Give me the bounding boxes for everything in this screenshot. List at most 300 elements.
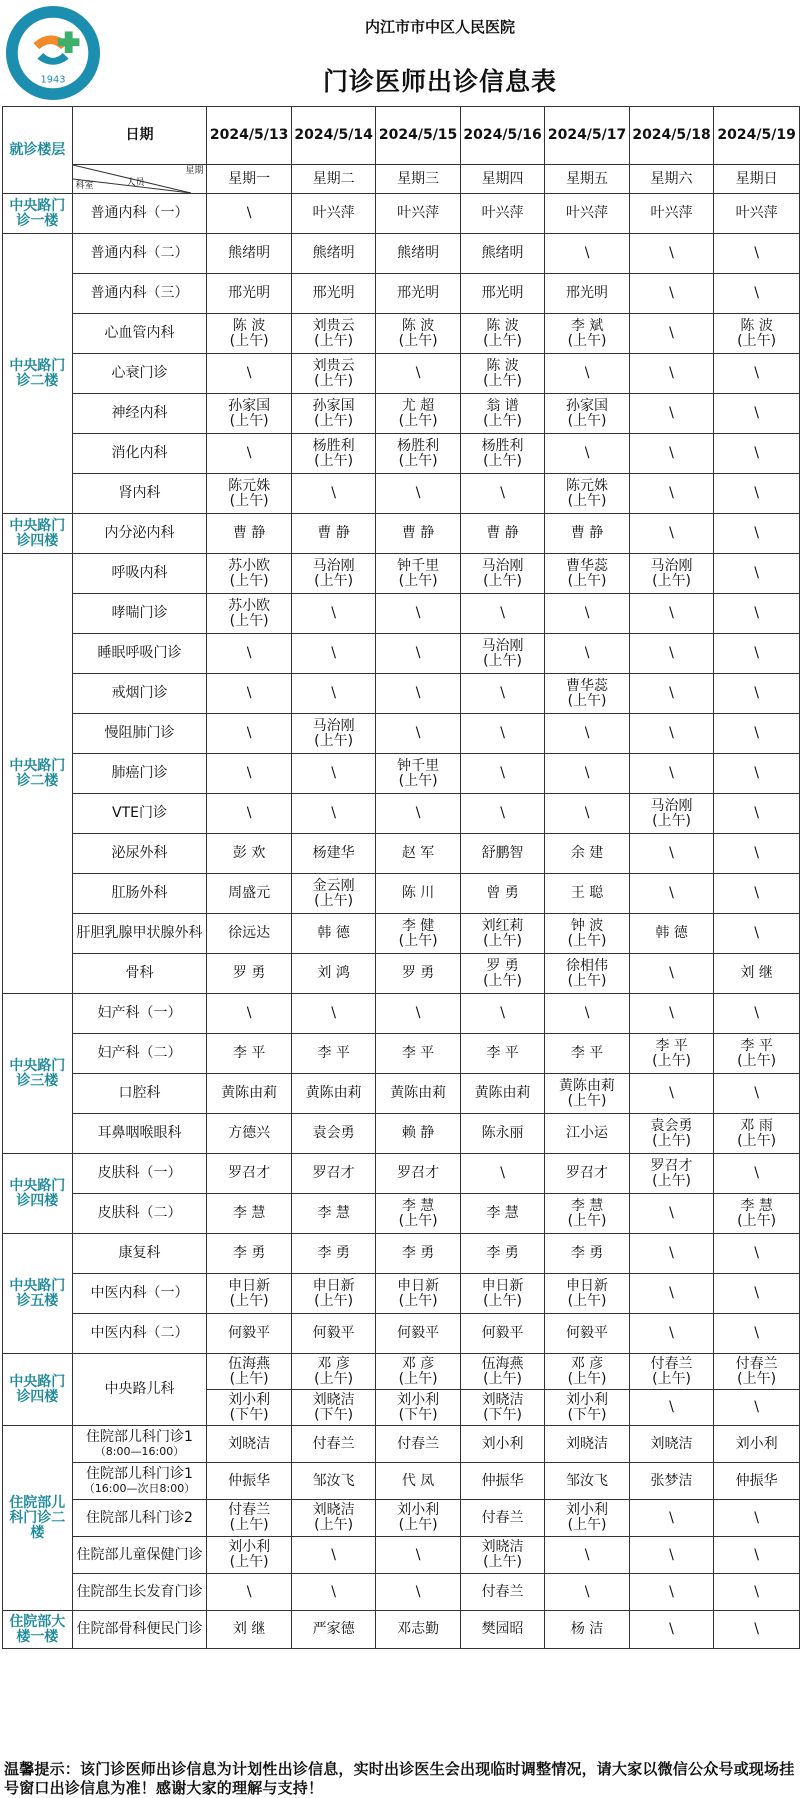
schedule-cell: 黄陈由莉 — [376, 1074, 460, 1114]
schedule-cell: \ — [629, 354, 713, 394]
schedule-cell: 刘小利 (上午) — [376, 1500, 460, 1537]
schedule-cell: \ — [629, 1611, 713, 1649]
table-row — [3, 234, 800, 274]
schedule-cell: \ — [545, 234, 629, 274]
diag-weekday-label: 星期 — [185, 166, 204, 176]
schedule-cell: 刘晓洁 — [629, 1426, 713, 1463]
department-name: 肺癌门诊 — [72, 754, 207, 794]
schedule-cell: 刘小利 (下午) — [207, 1390, 291, 1426]
department-name: 妇产科（二） — [72, 1034, 207, 1074]
table-row — [3, 1500, 800, 1537]
schedule-cell: 刘晓洁 (下午) — [291, 1390, 375, 1426]
schedule-cell: 罗召才 — [291, 1154, 375, 1194]
diag-dept-label: 科室 — [75, 181, 94, 191]
schedule-cell: \ — [629, 674, 713, 714]
header-date-label: 日期 — [72, 107, 207, 165]
floor-label: 中央路门诊二楼 — [3, 234, 73, 514]
schedule-cell: 申日新 (上午) — [207, 1274, 291, 1314]
schedule-cell: \ — [545, 634, 629, 674]
department-name — [72, 1463, 207, 1500]
schedule-cell: 刘小利 (下午) — [376, 1390, 460, 1426]
schedule-cell: 邓 彦 (上午) — [291, 1354, 375, 1390]
schedule-cell: 何毅平 — [291, 1314, 375, 1354]
weekday-cell: 星期三 — [376, 165, 460, 194]
schedule-cell: \ — [714, 1537, 800, 1574]
schedule-cell: 陈 川 — [376, 874, 460, 914]
schedule-cell: \ — [629, 1234, 713, 1274]
schedule-cell: \ — [714, 874, 800, 914]
department-name — [72, 1537, 207, 1574]
schedule-cell: 彭 欢 — [207, 834, 291, 874]
floor-label: 中央路门诊一楼 — [3, 194, 73, 234]
schedule-cell: 孙家国 (上午) — [207, 394, 291, 434]
schedule-cell: \ — [460, 1154, 544, 1194]
schedule-cell: 仲振华 — [460, 1463, 544, 1500]
table-row — [3, 1194, 800, 1234]
schedule-cell: \ — [460, 474, 544, 514]
schedule-cell: 钟千里 (上午) — [376, 754, 460, 794]
schedule-cell: \ — [629, 594, 713, 634]
table-row — [3, 594, 800, 634]
schedule-cell: 邓志勤 — [376, 1611, 460, 1649]
schedule-cell: \ — [714, 474, 800, 514]
schedule-cell: 曹华蕊 (上午) — [545, 674, 629, 714]
floor-label: 中央路门诊四楼 — [3, 514, 73, 554]
department-name: 普通内科（二） — [72, 234, 207, 274]
schedule-cell: 李 平 — [207, 1034, 291, 1074]
schedule-cell: \ — [629, 1537, 713, 1574]
date-cell: 2024/5/18 — [629, 107, 713, 165]
schedule-cell: \ — [714, 634, 800, 674]
schedule-cell: 袁会勇 (上午) — [629, 1114, 713, 1154]
schedule-cell: 刘贵云 (上午) — [291, 354, 375, 394]
schedule-cell: 付春兰 (上午) — [629, 1354, 713, 1390]
schedule-cell: 苏小欧 (上午) — [207, 554, 291, 594]
schedule-cell: \ — [460, 674, 544, 714]
schedule-cell: 韩 德 — [291, 914, 375, 954]
table-row — [3, 1574, 800, 1611]
schedule-cell: 杨建华 — [291, 834, 375, 874]
schedule-cell: \ — [714, 554, 800, 594]
schedule-cell: \ — [714, 434, 800, 474]
table-row — [3, 434, 800, 474]
department-name: 妇产科（一） — [72, 994, 207, 1034]
schedule-cell: 叶兴萍 — [545, 194, 629, 234]
schedule-cell: 李 勇 — [207, 1234, 291, 1274]
schedule-cell: 金云刚 (上午) — [291, 874, 375, 914]
schedule-cell: 邢光明 — [291, 274, 375, 314]
schedule-cell: \ — [207, 634, 291, 674]
schedule-cell: \ — [714, 1154, 800, 1194]
schedule-cell: 刘红莉 (上午) — [460, 914, 544, 954]
schedule-cell: \ — [629, 394, 713, 434]
schedule-cell: \ — [714, 754, 800, 794]
weekday-cell: 星期四 — [460, 165, 544, 194]
date-cell: 2024/5/16 — [460, 107, 544, 165]
table-row — [3, 1034, 800, 1074]
schedule-cell: 陈 波 (上午) — [460, 314, 544, 354]
schedule-cell: \ — [714, 674, 800, 714]
schedule-cell: \ — [629, 514, 713, 554]
department-name: 睡眠呼吸门诊 — [72, 634, 207, 674]
department-name: 中央路儿科 — [72, 1354, 207, 1426]
schedule-cell: \ — [291, 1537, 375, 1574]
schedule-cell: \ — [207, 194, 291, 234]
svg-text:1943: 1943 — [40, 74, 66, 86]
schedule-cell: \ — [714, 1574, 800, 1611]
schedule-cell: 叶兴萍 — [376, 194, 460, 234]
table-row — [3, 394, 800, 434]
schedule-cell: \ — [291, 1574, 375, 1611]
schedule-cell: \ — [714, 394, 800, 434]
schedule-cell: 樊园昭 — [460, 1611, 544, 1649]
schedule-cell: 伍海燕 (上午) — [207, 1354, 291, 1390]
schedule-cell: 李 斌 (上午) — [545, 314, 629, 354]
department-name: 康复科 — [72, 1234, 207, 1274]
schedule-cell: 方德兴 — [207, 1114, 291, 1154]
schedule-cell: \ — [207, 674, 291, 714]
schedule-cell: 何毅平 — [207, 1314, 291, 1354]
schedule-cell: 杨胜利 (上午) — [460, 434, 544, 474]
hospital-logo-icon — [4, 4, 102, 102]
schedule-cell: 杨 洁 — [545, 1611, 629, 1649]
schedule-cell: \ — [545, 1537, 629, 1574]
table-row — [3, 1354, 800, 1390]
schedule-cell: \ — [714, 1234, 800, 1274]
hospital-name: 内江市市中区人民医院 — [364, 18, 515, 36]
department-name: 骨科 — [72, 954, 207, 994]
department-name: 肾内科 — [72, 474, 207, 514]
schedule-cell: 黄陈由莉 — [207, 1074, 291, 1114]
schedule-cell: \ — [545, 434, 629, 474]
schedule-cell: 熊绪明 — [207, 234, 291, 274]
table-row — [3, 1274, 800, 1314]
table-row — [3, 994, 800, 1034]
schedule-cell: 叶兴萍 — [629, 194, 713, 234]
schedule-cell: \ — [629, 994, 713, 1034]
department-name: 普通内科（三） — [72, 274, 207, 314]
schedule-cell: 伍海燕 (上午) — [460, 1354, 544, 1390]
weekday-cell: 星期五 — [545, 165, 629, 194]
department-name: 心血管内科 — [72, 314, 207, 354]
department-name: 中医内科（二） — [72, 1314, 207, 1354]
schedule-cell: \ — [545, 714, 629, 754]
floor-label: 住院部儿科门诊二楼 — [3, 1426, 73, 1611]
table-row — [3, 1463, 800, 1500]
schedule-cell: 刘晓洁 (上午) — [291, 1500, 375, 1537]
schedule-cell: 李 勇 — [545, 1234, 629, 1274]
schedule-cell: \ — [629, 834, 713, 874]
schedule-cell: \ — [376, 714, 460, 754]
schedule-cell: \ — [376, 354, 460, 394]
schedule-cell: 曹 静 — [207, 514, 291, 554]
schedule-cell: \ — [207, 1574, 291, 1611]
schedule-cell: 曹 静 — [460, 514, 544, 554]
schedule-cell: 陈 波 (上午) — [460, 354, 544, 394]
date-cell: 2024/5/19 — [714, 107, 800, 165]
department-name: 哮喘门诊 — [72, 594, 207, 634]
schedule-cell: \ — [629, 634, 713, 674]
schedule-cell: 申日新 (上午) — [291, 1274, 375, 1314]
schedule-cell: 徐相伟 (上午) — [545, 954, 629, 994]
schedule-cell: \ — [629, 1390, 713, 1426]
floor-label: 中央路门诊四楼 — [3, 1154, 73, 1234]
schedule-cell: \ — [207, 434, 291, 474]
schedule-cell: \ — [376, 794, 460, 834]
schedule-cell: \ — [629, 714, 713, 754]
schedule-cell: 马治刚 (上午) — [291, 554, 375, 594]
schedule-cell: 刘晓洁 (上午) — [460, 1537, 544, 1574]
schedule-cell: \ — [714, 234, 800, 274]
schedule-cell: 陈元姝 (上午) — [545, 474, 629, 514]
schedule-cell: 黄陈由莉 — [460, 1074, 544, 1114]
schedule-cell: \ — [291, 594, 375, 634]
schedule-cell: 孙家国 (上午) — [545, 394, 629, 434]
weekday-cell: 星期二 — [291, 165, 375, 194]
schedule-table — [2, 106, 800, 1649]
schedule-cell: \ — [460, 794, 544, 834]
table-row — [3, 474, 800, 514]
schedule-cell: 张梦洁 — [629, 1463, 713, 1500]
schedule-cell: \ — [714, 714, 800, 754]
schedule-cell: \ — [291, 994, 375, 1034]
schedule-cell: 罗召才 — [545, 1154, 629, 1194]
page-header — [0, 0, 804, 106]
schedule-cell: 邹汝飞 — [291, 1463, 375, 1500]
schedule-cell: 刘小利 (上午) — [545, 1500, 629, 1537]
schedule-cell: 李 慧 (上午) — [376, 1194, 460, 1234]
date-cell: 2024/5/17 — [545, 107, 629, 165]
schedule-cell: 罗召才 — [207, 1154, 291, 1194]
schedule-cell: 周盛元 — [207, 874, 291, 914]
schedule-cell: 李 平 (上午) — [714, 1034, 800, 1074]
schedule-cell: 马治刚 (上午) — [291, 714, 375, 754]
schedule-cell: 马治刚 (上午) — [629, 794, 713, 834]
table-row — [3, 954, 800, 994]
schedule-cell: \ — [714, 1500, 800, 1537]
schedule-cell: 陈 波 (上午) — [376, 314, 460, 354]
schedule-cell: 江小运 — [545, 1114, 629, 1154]
department-name: 耳鼻咽喉眼科 — [72, 1114, 207, 1154]
schedule-cell: \ — [376, 594, 460, 634]
department-hours: （8:00—16:00） — [94, 1445, 185, 1458]
schedule-cell: \ — [545, 354, 629, 394]
department-title: 住院部儿科门诊1 — [86, 1466, 193, 1482]
table-row — [3, 1537, 800, 1574]
schedule-cell: 杨胜利 (上午) — [291, 434, 375, 474]
schedule-cell: 何毅平 — [460, 1314, 544, 1354]
schedule-cell: \ — [460, 994, 544, 1034]
table-row — [3, 714, 800, 754]
schedule-cell: 孙家国 (上午) — [291, 394, 375, 434]
sheet-title: 门诊医师出诊信息表 — [322, 67, 557, 96]
schedule-cell: 翁 谱 (上午) — [460, 394, 544, 434]
schedule-cell: 舒鹏智 — [460, 834, 544, 874]
schedule-cell: 曹 静 — [376, 514, 460, 554]
schedule-cell: \ — [291, 754, 375, 794]
schedule-cell: \ — [545, 794, 629, 834]
schedule-cell: 申日新 (上午) — [545, 1274, 629, 1314]
department-name: 住院部骨科便民门诊 — [72, 1611, 207, 1649]
schedule-cell: 李 勇 — [460, 1234, 544, 1274]
table-row — [3, 794, 800, 834]
footer-note: 温馨提示：该门诊医师出诊信息为计划性出诊信息，实时出诊医生会出现临时调整情况，请大家以微信公众号或现场挂号窗口出诊信息为准！感谢大家的理解与支持！ — [4, 1760, 795, 1797]
department-title: 住院部儿科门诊2 — [86, 1509, 193, 1526]
schedule-cell: \ — [714, 1390, 800, 1426]
schedule-cell: 黄陈由莉 — [291, 1074, 375, 1114]
schedule-cell: 刘 继 — [207, 1611, 291, 1649]
floor-label: 中央路门诊五楼 — [3, 1234, 73, 1354]
department-title: 住院部生长发育门诊 — [76, 1583, 203, 1600]
schedule-cell: 刘小利 (下午) — [545, 1390, 629, 1426]
schedule-cell: 苏小欧 (上午) — [207, 594, 291, 634]
date-cell: 2024/5/14 — [291, 107, 375, 165]
schedule-cell: 罗召才 (上午) — [629, 1154, 713, 1194]
table-row — [3, 634, 800, 674]
schedule-cell: \ — [629, 954, 713, 994]
schedule-cell: 何毅平 — [545, 1314, 629, 1354]
schedule-cell: 曹华蕊 (上午) — [545, 554, 629, 594]
date-cell: 2024/5/13 — [207, 107, 291, 165]
schedule-cell: 赵 军 — [376, 834, 460, 874]
schedule-cell: 袁会勇 — [291, 1114, 375, 1154]
schedule-cell: \ — [714, 1314, 800, 1354]
department-name: 内分泌内科 — [72, 514, 207, 554]
schedule-cell: 邓 彦 (上午) — [545, 1354, 629, 1390]
schedule-cell: 邢光明 — [545, 274, 629, 314]
department-name: 皮肤科（二） — [72, 1194, 207, 1234]
schedule-cell: 余 建 — [545, 834, 629, 874]
schedule-cell: \ — [714, 274, 800, 314]
department-name: 中医内科（一） — [72, 1274, 207, 1314]
department-name — [72, 1426, 207, 1463]
schedule-cell: 徐远达 — [207, 914, 291, 954]
schedule-cell: 陈 波 (上午) — [207, 314, 291, 354]
schedule-cell: 马治刚 (上午) — [629, 554, 713, 594]
schedule-cell: \ — [629, 234, 713, 274]
schedule-cell: \ — [714, 994, 800, 1034]
schedule-cell: 熊绪明 — [376, 234, 460, 274]
schedule-cell: 钟 波 (上午) — [545, 914, 629, 954]
schedule-cell: \ — [545, 1574, 629, 1611]
department-hours: （16:00—次日8:00） — [83, 1482, 196, 1495]
schedule-cell: \ — [207, 354, 291, 394]
schedule-cell: \ — [629, 1500, 713, 1537]
schedule-cell: \ — [714, 834, 800, 874]
schedule-cell: 邓 雨 (上午) — [714, 1114, 800, 1154]
table-row — [3, 274, 800, 314]
schedule-cell: 李 慧 — [207, 1194, 291, 1234]
department-name: 慢阻肺门诊 — [72, 714, 207, 754]
schedule-cell: \ — [376, 994, 460, 1034]
schedule-cell: 刘晓洁 — [545, 1426, 629, 1463]
schedule-cell: \ — [629, 1314, 713, 1354]
schedule-cell: \ — [291, 674, 375, 714]
schedule-cell: 仲振华 — [714, 1463, 800, 1500]
schedule-cell: \ — [545, 994, 629, 1034]
schedule-cell: 刘小利 — [460, 1426, 544, 1463]
schedule-cell: 李 平 — [291, 1034, 375, 1074]
schedule-cell: 李 慧 (上午) — [714, 1194, 800, 1234]
schedule-cell: 王 聪 — [545, 874, 629, 914]
table-row — [3, 194, 800, 234]
table-row — [3, 354, 800, 394]
schedule-cell: \ — [629, 314, 713, 354]
schedule-cell: \ — [291, 634, 375, 674]
header-floor: 就诊楼层 — [3, 107, 73, 194]
schedule-cell: \ — [460, 714, 544, 754]
department-name: 消化内科 — [72, 434, 207, 474]
schedule-cell: \ — [291, 794, 375, 834]
schedule-cell: 李 慧 — [291, 1194, 375, 1234]
schedule-cell: 李 平 — [376, 1034, 460, 1074]
schedule-cell: 邓 彦 (上午) — [376, 1354, 460, 1390]
table-row — [3, 1426, 800, 1463]
schedule-cell: 付春兰 (上午) — [207, 1500, 291, 1537]
floor-label: 中央路门诊四楼 — [3, 1354, 73, 1426]
table-row — [3, 1074, 800, 1114]
schedule-cell: 付春兰 — [460, 1574, 544, 1611]
schedule-cell: \ — [714, 794, 800, 834]
schedule-cell: \ — [376, 674, 460, 714]
schedule-cell: 李 勇 — [376, 1234, 460, 1274]
schedule-cell: 陈元姝 (上午) — [207, 474, 291, 514]
schedule-cell: 刘 继 — [714, 954, 800, 994]
schedule-cell: \ — [714, 914, 800, 954]
schedule-cell: 仲振华 — [207, 1463, 291, 1500]
department-name — [72, 1574, 207, 1611]
schedule-cell: 马治刚 (上午) — [460, 554, 544, 594]
schedule-cell: 申日新 (上午) — [376, 1274, 460, 1314]
schedule-cell: \ — [545, 754, 629, 794]
department-name: 口腔科 — [72, 1074, 207, 1114]
schedule-cell: 申日新 (上午) — [460, 1274, 544, 1314]
floor-label: 中央路门诊二楼 — [3, 554, 73, 994]
header-date-row — [3, 107, 800, 165]
schedule-cell: 钟千里 (上午) — [376, 554, 460, 594]
schedule-cell: 刘贵云 (上午) — [291, 314, 375, 354]
schedule-cell: 罗 勇 — [207, 954, 291, 994]
floor-label: 中央路门诊三楼 — [3, 994, 73, 1154]
schedule-cell: \ — [460, 594, 544, 634]
schedule-cell: \ — [629, 1574, 713, 1611]
schedule-cell: \ — [207, 714, 291, 754]
schedule-cell: 李 平 (上午) — [629, 1034, 713, 1074]
schedule-cell: \ — [629, 874, 713, 914]
table-row — [3, 514, 800, 554]
department-name: 心衰门诊 — [72, 354, 207, 394]
schedule-cell: \ — [291, 474, 375, 514]
schedule-cell: \ — [629, 1194, 713, 1234]
department-name: VTE门诊 — [72, 794, 207, 834]
schedule-cell: 叶兴萍 — [714, 194, 800, 234]
schedule-cell: \ — [714, 1274, 800, 1314]
schedule-cell: 李 勇 — [291, 1234, 375, 1274]
schedule-cell: 邢光明 — [207, 274, 291, 314]
schedule-cell: 叶兴萍 — [291, 194, 375, 234]
schedule-cell: \ — [714, 354, 800, 394]
schedule-cell: 李 平 — [460, 1034, 544, 1074]
department-name: 神经内科 — [72, 394, 207, 434]
schedule-cell: 罗 勇 — [376, 954, 460, 994]
table-row — [3, 554, 800, 594]
table-row — [3, 1234, 800, 1274]
schedule-cell: \ — [376, 474, 460, 514]
schedule-cell: \ — [629, 1074, 713, 1114]
schedule-cell: 何毅平 — [376, 1314, 460, 1354]
schedule-cell: 曹 静 — [291, 514, 375, 554]
weekday-cell: 星期日 — [714, 165, 800, 194]
